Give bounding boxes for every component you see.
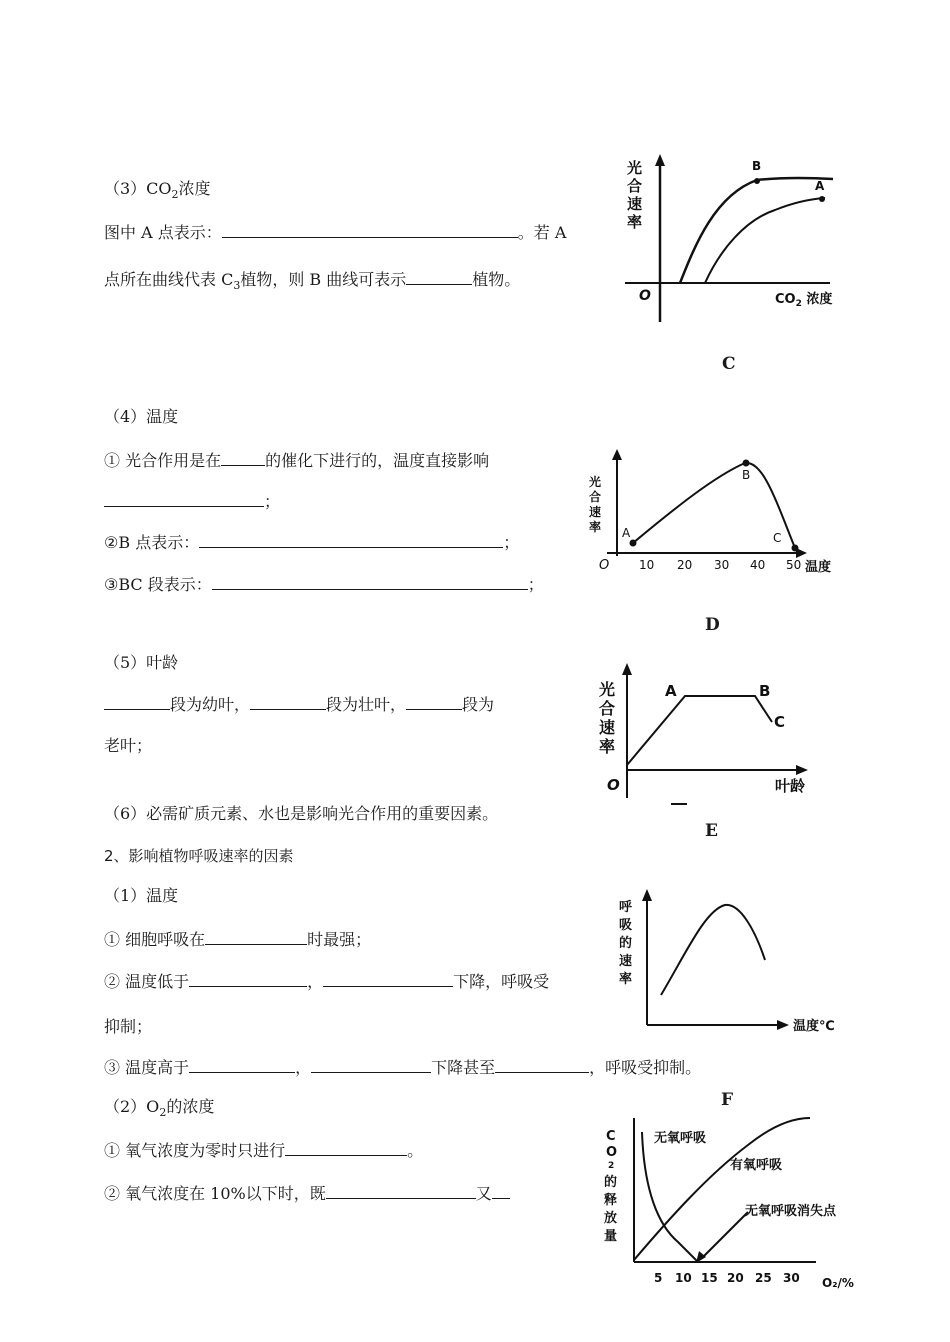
label-b: B xyxy=(742,468,751,482)
photosynthesis-curve xyxy=(633,463,795,548)
ylabel-char: 光 xyxy=(627,159,643,177)
y-axis-arrow-icon xyxy=(642,889,652,901)
tick-label: 30 xyxy=(714,558,730,572)
o2-item2: ② 氧气浓度在 10%以下时，既 又 xyxy=(104,1182,510,1205)
o2-item1: ① 氧气浓度为零时只进行 。 xyxy=(104,1141,424,1160)
y-axis-arrow-icon xyxy=(622,663,632,675)
point-b xyxy=(754,178,760,184)
ylabel-char: O xyxy=(606,1145,618,1160)
co2-question-line1: 图中 A 点表示： 。若 A xyxy=(104,223,567,242)
x-axis-arrow-icon xyxy=(777,1020,789,1030)
ylabel-char: 合 xyxy=(627,177,643,195)
ylabel-char: 释 xyxy=(604,1193,618,1208)
temp-heading: （4）温度 xyxy=(104,407,179,426)
figure-f-respiration-temperature-graph xyxy=(615,885,860,1040)
temp-item1-continued: ； xyxy=(104,490,280,513)
x-axis-label: 温度℃ xyxy=(793,1019,835,1034)
label-a: A xyxy=(665,682,677,700)
ylabel-char: 速 xyxy=(599,718,616,737)
tick-label: 10 xyxy=(675,1271,692,1285)
ylabel-char: 率 xyxy=(599,737,616,756)
aerobic-label: 有氧呼吸 xyxy=(730,1158,783,1173)
curve-b xyxy=(680,178,833,283)
leaf-question-line1: 段为幼叶， 段为壮叶， 段为 xyxy=(104,693,494,716)
answer-blank[interactable] xyxy=(104,490,264,507)
label-b: B xyxy=(759,682,771,700)
anaerobic-label: 无氧呼吸 xyxy=(654,1131,707,1146)
tick-label: 30 xyxy=(783,1271,800,1285)
ylabel-char: 放 xyxy=(604,1211,618,1226)
label-a: A xyxy=(815,179,825,193)
resp-temp-item2-continued: 抑制； xyxy=(104,1017,153,1036)
answer-blank[interactable] xyxy=(323,970,453,987)
figure-f-caption: F xyxy=(721,1090,734,1110)
resp-temp-heading: （1）温度 xyxy=(104,886,179,905)
figure-d-caption: D xyxy=(705,615,720,635)
answer-blank[interactable] xyxy=(311,1056,431,1073)
answer-blank[interactable] xyxy=(205,928,307,945)
ylabel-char: 率 xyxy=(589,520,602,534)
point-c xyxy=(792,545,799,552)
point-b xyxy=(743,460,750,467)
ylabel-char: 光 xyxy=(599,680,616,699)
o2-heading: $(2)O_2$的浓度 xyxy=(104,1097,215,1120)
label-c: C xyxy=(774,713,786,731)
temp-item2: ②B 点表示： ； xyxy=(104,533,520,552)
tick-label: 50 xyxy=(786,558,802,572)
answer-blank[interactable] xyxy=(222,221,518,238)
tick-label: 20 xyxy=(727,1271,744,1285)
resp-temp-item3: ③ 温度高于 ， 下降甚至 ，呼吸受抑制。 xyxy=(104,1058,702,1077)
ylabel-char: 吸 xyxy=(619,918,633,933)
resp-temp-item1: ① 细胞呼吸在 时最强； xyxy=(104,930,372,949)
leaf-heading: （5）叶龄 xyxy=(104,653,179,672)
label-c: C xyxy=(773,531,782,545)
leaf-age-curve xyxy=(627,696,772,765)
tick-label: 20 xyxy=(677,558,693,572)
ylabel-char: 合 xyxy=(599,699,616,718)
answer-blank[interactable] xyxy=(326,1182,476,1199)
y-axis-arrow-icon xyxy=(612,449,622,460)
ylabel-char: 的 xyxy=(619,936,633,951)
vanish-point-label: 无氧呼吸消失点 xyxy=(745,1204,837,1219)
point-a xyxy=(819,196,825,202)
ylabel-char: 量 xyxy=(604,1229,618,1244)
respiration-heading: 2、影响植物呼吸速率的因素 xyxy=(104,847,294,865)
figure-c-co2-graph xyxy=(625,150,860,330)
mineral-line: （6）必需矿质元素、水也是影响光合作用的重要因素。 xyxy=(104,804,499,823)
ylabel-char: 光 xyxy=(589,475,602,489)
ylabel-char: 速 xyxy=(589,505,602,519)
tick-label: 40 xyxy=(750,558,766,572)
origin-label: O xyxy=(607,776,620,794)
tick-label: 5 xyxy=(654,1271,663,1285)
ylabel-char: 率 xyxy=(627,213,643,231)
ylabel-char: 速 xyxy=(627,195,643,213)
answer-blank[interactable] xyxy=(495,1056,589,1073)
figure-c-caption: C xyxy=(722,354,736,374)
figure-e-caption: E xyxy=(705,821,718,841)
curve-a xyxy=(705,198,825,283)
answer-blank[interactable] xyxy=(189,970,307,987)
figure-o2-concentration-graph xyxy=(598,1110,870,1300)
ylabel-char: 速 xyxy=(619,954,633,969)
temp-item1: ① 光合作用是在 的催化下进行的，温度直接影响 xyxy=(104,451,490,470)
tick-label: 25 xyxy=(755,1271,772,1285)
answer-blank[interactable] xyxy=(212,573,528,590)
ylabel-char: 2 xyxy=(608,1161,615,1171)
ylabel-char: 的 xyxy=(604,1175,618,1190)
tick-label: 15 xyxy=(701,1271,718,1285)
origin-label: O xyxy=(599,558,610,573)
figure-d-temperature-graph xyxy=(585,448,845,578)
x-axis-label: 叶龄 xyxy=(775,777,806,795)
answer-blank[interactable] xyxy=(406,693,462,710)
y-axis-arrow-icon xyxy=(655,154,665,166)
vanish-point-arrow xyxy=(702,1212,748,1258)
x-axis-label: O₂/% xyxy=(822,1276,854,1290)
answer-blank[interactable] xyxy=(199,531,503,548)
resp-temp-item2: ② 温度低于 ， 下降，呼吸受 xyxy=(104,972,550,991)
label-b: B xyxy=(752,159,762,173)
figure-e-leaf-age-graph xyxy=(595,660,825,810)
answer-blank[interactable] xyxy=(189,1056,295,1073)
temp-item3: ③BC 段表示： ； xyxy=(104,575,544,594)
leaf-question-line2: 老叶； xyxy=(104,736,153,755)
answer-blank[interactable] xyxy=(104,693,170,710)
answer-blank[interactable] xyxy=(285,1139,407,1156)
ylabel-char: 呼 xyxy=(619,900,633,915)
tick-label: 10 xyxy=(639,558,655,572)
origin-label: O xyxy=(639,288,651,304)
x-axis-arrow-icon xyxy=(796,765,808,775)
co2-heading: $(3)CO_2$浓度 xyxy=(104,179,211,202)
ylabel-char: 合 xyxy=(589,490,602,504)
x-axis-label: 温度 xyxy=(805,560,832,575)
ylabel-char: 率 xyxy=(619,972,633,987)
respiration-curve xyxy=(661,905,765,995)
answer-blank[interactable] xyxy=(221,449,265,466)
ylabel-char: C xyxy=(606,1129,616,1144)
answer-blank[interactable] xyxy=(406,268,472,285)
x-axis-label: $CO_2$ 浓度 xyxy=(775,292,833,309)
answer-blank[interactable] xyxy=(492,1182,510,1199)
co2-question-line2: 点所在曲线代表 $C_3$植物，则 B 曲线可表示 植物。 xyxy=(104,270,521,293)
answer-blank[interactable] xyxy=(250,693,326,710)
label-a: A xyxy=(622,526,631,540)
point-a xyxy=(630,540,637,547)
